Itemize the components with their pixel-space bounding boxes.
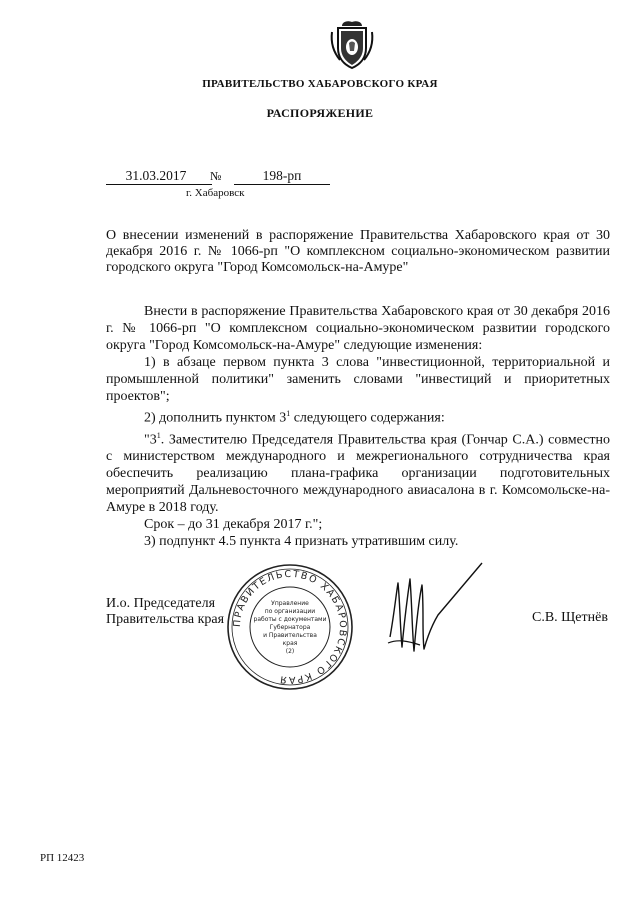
government-title: ПРАВИТЕЛЬСТВО ХАБАРОВСКОГО КРАЯ [202,78,438,90]
body-item-1: 1) в абзаце первом пункта 3 слова "инвестиционной, территориальной и промышленной политики" заменить словами "инвестиций и приоритетных проектов"; [106,355,610,404]
date-underline [106,184,212,185]
signatory-title-line-1: И.о. Председателя [106,596,216,611]
stamp-line-1: Управление [271,600,309,607]
stamp-line-4: Губернатора [269,624,311,631]
document-subject: О внесении изменений в распоряжение Правительства Хабаровского края от 30 декабря 2016 г. № 1066-рп "О комплексном социально-экономическом развитии городского округа "Город Комсомольск-на-Амуре" [106,228,610,275]
quote-open: "3 [144,432,157,448]
stamp-line-2: по организации [264,608,316,615]
official-stamp [226,563,354,691]
signatory-title [106,596,224,628]
document-date: 31.03.2017 [125,168,187,183]
body-deadline: Срок – до 31 декабря 2017 г."; [144,517,323,533]
signatory-title-line-2: Правительства края [106,612,225,627]
body-intro: Внести в распоряжение Правительства Хабаровского края от 30 декабря 2016 г. № 1066-рп "О комплексном социально-экономическом развитии городского округа "Город Комсомольск-на-Амуре" следующие изменения: [106,304,610,353]
body-quote [106,427,610,517]
item-2-text: 2) дополнить пунктом 3 [144,410,287,426]
item-2-superscript: 1 [286,409,291,418]
stamp-outer-text: ПРАВИТЕЛЬСТВО ХАБАРОВСКОГО КРАЯ [231,568,349,686]
stamp-line-3: работы с документами [253,616,327,623]
document-type: РАСПОРЯЖЕНИЕ [266,106,374,120]
handwritten-signature [378,555,488,675]
signatory-name: С.В. Щетнёв [532,610,608,625]
issue-city: г. Хабаровск [186,187,245,199]
stamp-line-7: (2) [285,648,295,655]
number-sign: № [210,169,222,183]
item-2-tail: следующего содержания: [290,410,445,426]
document-body [106,303,610,550]
document-number: 198-рп [262,168,302,183]
coat-of-arms-icon [328,18,376,70]
stamp-line-6: края [282,640,298,647]
registry-code: РП 12423 [40,852,85,864]
number-underline [234,184,330,185]
body-item-3: 3) подпункт 4.5 пункта 4 признать утратившим силу. [144,534,459,550]
quote-text: . Заместителю Председателя Правительства края (Гончар С.А.) совместно с министерством международного и межрегионального сотрудничества края обеспечить реализацию плана-графика организации подготовительных мероприятий Дальневосточного международного авиасалона в г. Комсомольске-на-Амуре в 2018 году. [106,432,610,516]
quote-superscript: 1 [156,430,161,440]
body-item-2 [106,405,610,427]
stamp-line-5: и Правительства [263,632,317,639]
